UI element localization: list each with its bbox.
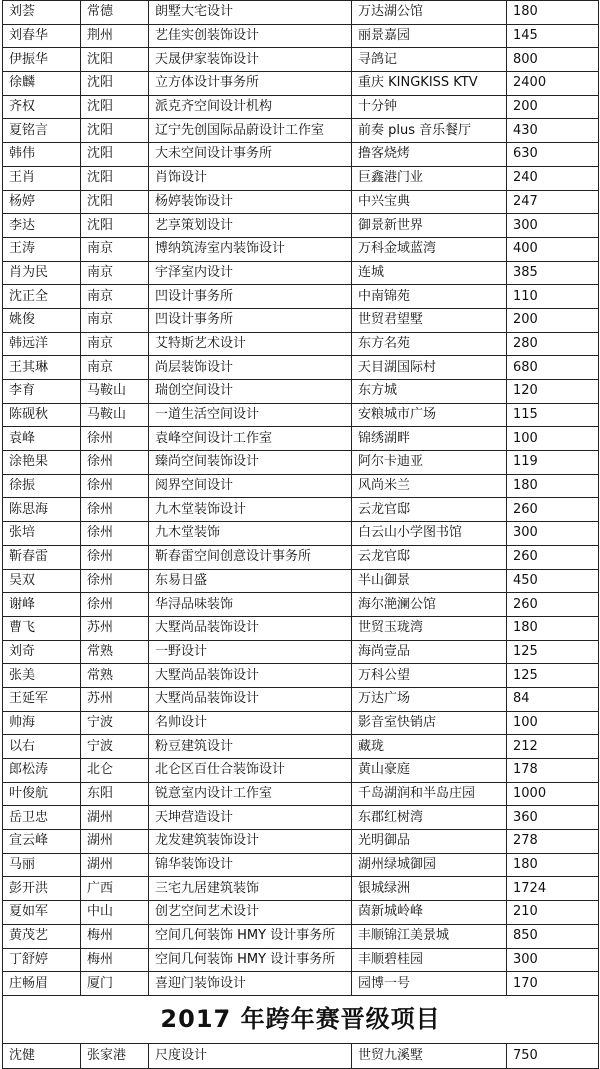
cell-area: 800 xyxy=(507,48,599,72)
cell-name: 王延军 xyxy=(3,687,81,711)
cell-company: 大未空间设计事务所 xyxy=(149,143,352,167)
cell-city: 湖州 xyxy=(81,830,149,854)
table-row xyxy=(3,24,599,48)
cell-company: 杨婷装饰设计 xyxy=(149,190,352,214)
cell-company: 一野设计 xyxy=(149,640,352,664)
table-row xyxy=(3,877,599,901)
cell-company: 凹设计事务所 xyxy=(149,285,352,309)
cell-area: 212 xyxy=(507,735,599,759)
cell-area: 260 xyxy=(507,498,599,522)
cell-area: 750 xyxy=(507,1043,599,1068)
cell-city: 宁波 xyxy=(81,735,149,759)
cell-project: 云龙官邸 xyxy=(352,498,507,522)
cell-project: 千岛湖润和半岛庄园 xyxy=(352,782,507,806)
cell-project: 东方城 xyxy=(352,380,507,404)
cell-company: 尺度设计 xyxy=(149,1043,352,1068)
cell-city: 南京 xyxy=(81,285,149,309)
cell-name: 岳卫忠 xyxy=(3,806,81,830)
cell-project: 影音室快销店 xyxy=(352,711,507,735)
table-row xyxy=(3,451,599,475)
cell-company: 华浔品味装饰 xyxy=(149,593,352,617)
cell-company: 靳春雷空间创意设计事务所 xyxy=(149,545,352,569)
cell-company: 喜迎门装饰设计 xyxy=(149,972,352,996)
cell-name: 韩伟 xyxy=(3,143,81,167)
cell-area: 120 xyxy=(507,380,599,404)
cell-name: 靳春雷 xyxy=(3,545,81,569)
cell-company: 艾特斯艺术设计 xyxy=(149,332,352,356)
table-row xyxy=(3,806,599,830)
cell-city: 徐州 xyxy=(81,545,149,569)
cell-project: 连城 xyxy=(352,261,507,285)
cell-company: 瑞创空间设计 xyxy=(149,380,352,404)
cell-name: 王涛 xyxy=(3,237,81,261)
cell-area: 260 xyxy=(507,593,599,617)
cell-city: 徐州 xyxy=(81,522,149,546)
cell-name: 涂艳果 xyxy=(3,451,81,475)
cell-company: 东易日盛 xyxy=(149,569,352,593)
cell-city: 厦门 xyxy=(81,972,149,996)
cell-name: 张美 xyxy=(3,664,81,688)
section-title: 2017 年跨年赛晋级项目 xyxy=(3,995,599,1043)
cell-company: 艺享策划设计 xyxy=(149,214,352,238)
table-row xyxy=(3,948,599,972)
cell-city: 苏州 xyxy=(81,687,149,711)
table-row xyxy=(3,759,599,783)
cell-name: 马丽 xyxy=(3,853,81,877)
cell-name: 郎松涛 xyxy=(3,759,81,783)
table-row xyxy=(3,545,599,569)
cell-company: 名帅设计 xyxy=(149,711,352,735)
cell-company: 九木堂装饰设计 xyxy=(149,498,352,522)
cell-name: 刘荟 xyxy=(3,1,81,25)
table-row xyxy=(3,214,599,238)
cell-city: 东阳 xyxy=(81,782,149,806)
cell-city: 马鞍山 xyxy=(81,380,149,404)
cell-area: 240 xyxy=(507,166,599,190)
cell-company: 大墅尚品装饰设计 xyxy=(149,687,352,711)
cell-project: 东郡红树湾 xyxy=(352,806,507,830)
table-row xyxy=(3,380,599,404)
cell-area: 100 xyxy=(507,427,599,451)
cell-project: 世贸玉珑湾 xyxy=(352,616,507,640)
cell-name: 王其琳 xyxy=(3,356,81,380)
table-row xyxy=(3,48,599,72)
cell-name: 沈健 xyxy=(3,1043,81,1068)
cell-area: 260 xyxy=(507,545,599,569)
cell-area: 125 xyxy=(507,640,599,664)
cell-area: 450 xyxy=(507,569,599,593)
cell-area: 180 xyxy=(507,853,599,877)
cell-area: 630 xyxy=(507,143,599,167)
cell-area: 180 xyxy=(507,616,599,640)
cell-company: 龙发建筑装饰设计 xyxy=(149,830,352,854)
cell-area: 119 xyxy=(507,451,599,475)
table-row xyxy=(3,853,599,877)
cell-name: 沈正全 xyxy=(3,285,81,309)
cell-project: 半山御景 xyxy=(352,569,507,593)
cell-name: 黄茂艺 xyxy=(3,924,81,948)
cell-company: 凹设计事务所 xyxy=(149,308,352,332)
cell-company: 派克齐空间设计机构 xyxy=(149,95,352,119)
cell-name: 以右 xyxy=(3,735,81,759)
cell-project: 丰顺锦江美景城 xyxy=(352,924,507,948)
table-row xyxy=(3,640,599,664)
cell-city: 沈阳 xyxy=(81,214,149,238)
cell-project: 撸客烧烤 xyxy=(352,143,507,167)
cell-area: 2400 xyxy=(507,72,599,96)
cell-company: 辽宁先创国际品蔚设计工作室 xyxy=(149,119,352,143)
cell-name: 陈思海 xyxy=(3,498,81,522)
table-row xyxy=(3,1,599,25)
cell-project: 御景新世界 xyxy=(352,214,507,238)
cell-company: 阅界空间设计 xyxy=(149,474,352,498)
cell-company: 北仑区百仕合装饰设计 xyxy=(149,759,352,783)
cell-company: 天晟伊家装饰设计 xyxy=(149,48,352,72)
cell-company: 创艺空间艺术设计 xyxy=(149,901,352,925)
cell-name: 庄畅眉 xyxy=(3,972,81,996)
table-row xyxy=(3,687,599,711)
cell-area: 178 xyxy=(507,759,599,783)
cell-project: 丽景嘉园 xyxy=(352,24,507,48)
cell-company: 大墅尚品装饰设计 xyxy=(149,616,352,640)
cell-company: 锐意室内设计工作室 xyxy=(149,782,352,806)
cell-name: 宣云峰 xyxy=(3,830,81,854)
cell-project: 世贸君望墅 xyxy=(352,308,507,332)
cell-area: 300 xyxy=(507,522,599,546)
cell-company: 天坤营造设计 xyxy=(149,806,352,830)
cell-city: 徐州 xyxy=(81,427,149,451)
table-row xyxy=(3,356,599,380)
cell-city: 北仑 xyxy=(81,759,149,783)
cell-project: 世贸九溪墅 xyxy=(352,1043,507,1068)
project-table xyxy=(2,0,599,1069)
cell-name: 徐麟 xyxy=(3,72,81,96)
cell-city: 徐州 xyxy=(81,451,149,475)
cell-project: 万达广场 xyxy=(352,687,507,711)
cell-project: 十分钟 xyxy=(352,95,507,119)
table-row xyxy=(3,119,599,143)
cell-project: 茵新城岭峰 xyxy=(352,901,507,925)
cell-company: 朗墅大宅设计 xyxy=(149,1,352,25)
cell-project: 光明御品 xyxy=(352,830,507,854)
cell-area: 84 xyxy=(507,687,599,711)
table-row xyxy=(3,901,599,925)
table-row xyxy=(3,522,599,546)
table-row xyxy=(3,143,599,167)
cell-project: 风尚米兰 xyxy=(352,474,507,498)
cell-city: 徐州 xyxy=(81,498,149,522)
cell-company: 三宅九居建筑装饰 xyxy=(149,877,352,901)
table-row xyxy=(3,569,599,593)
cell-city: 南京 xyxy=(81,308,149,332)
cell-project: 阿尔卡迪亚 xyxy=(352,451,507,475)
table-row xyxy=(3,95,599,119)
cell-city: 常熟 xyxy=(81,664,149,688)
cell-area: 300 xyxy=(507,948,599,972)
cell-city: 徐州 xyxy=(81,569,149,593)
cell-area: 430 xyxy=(507,119,599,143)
table-row xyxy=(3,972,599,996)
table-row xyxy=(3,332,599,356)
cell-area: 385 xyxy=(507,261,599,285)
table-row xyxy=(3,72,599,96)
cell-project: 万科金域蓝湾 xyxy=(352,237,507,261)
cell-project: 天目湖国际村 xyxy=(352,356,507,380)
cell-project: 丰顺碧桂园 xyxy=(352,948,507,972)
cell-city: 张家港 xyxy=(81,1043,149,1068)
table-row xyxy=(3,498,599,522)
cell-project: 寻鸽记 xyxy=(352,48,507,72)
cell-project: 锦绣湖畔 xyxy=(352,427,507,451)
cell-city: 南京 xyxy=(81,332,149,356)
cell-area: 180 xyxy=(507,1,599,25)
cell-company: 宇泽室内设计 xyxy=(149,261,352,285)
cell-city: 中山 xyxy=(81,901,149,925)
cell-area: 210 xyxy=(507,901,599,925)
cell-name: 杨婷 xyxy=(3,190,81,214)
cell-name: 陈砚秋 xyxy=(3,403,81,427)
cell-company: 艺佳实创装饰设计 xyxy=(149,24,352,48)
cell-project: 湖州绿城御园 xyxy=(352,853,507,877)
cell-project: 藏珑 xyxy=(352,735,507,759)
cell-project: 海尚壹品 xyxy=(352,640,507,664)
cell-company: 空间几何装饰 HMY 设计事务所 xyxy=(149,924,352,948)
table-row xyxy=(3,830,599,854)
cell-name: 丁舒婷 xyxy=(3,948,81,972)
table-row xyxy=(3,237,599,261)
table-row xyxy=(3,403,599,427)
cell-area: 115 xyxy=(507,403,599,427)
cell-name: 齐权 xyxy=(3,95,81,119)
table-row xyxy=(3,664,599,688)
cell-name: 李育 xyxy=(3,380,81,404)
table-row xyxy=(3,261,599,285)
cell-area: 680 xyxy=(507,356,599,380)
cell-name: 刘奇 xyxy=(3,640,81,664)
cell-name: 伊振华 xyxy=(3,48,81,72)
cell-city: 沈阳 xyxy=(81,95,149,119)
cell-name: 王肖 xyxy=(3,166,81,190)
cell-area: 110 xyxy=(507,285,599,309)
cell-name: 曹飞 xyxy=(3,616,81,640)
section-header-row xyxy=(3,995,599,1043)
cell-area: 247 xyxy=(507,190,599,214)
cell-area: 180 xyxy=(507,474,599,498)
table-row xyxy=(3,308,599,332)
table-row xyxy=(3,190,599,214)
cell-project: 重庆 KINGKISS KTV xyxy=(352,72,507,96)
cell-city: 广西 xyxy=(81,877,149,901)
cell-city: 沈阳 xyxy=(81,119,149,143)
cell-city: 苏州 xyxy=(81,616,149,640)
cell-company: 空间几何装饰 HMY 设计事务所 xyxy=(149,948,352,972)
cell-city: 荆州 xyxy=(81,24,149,48)
cell-area: 278 xyxy=(507,830,599,854)
cell-city: 常熟 xyxy=(81,640,149,664)
cell-city: 南京 xyxy=(81,237,149,261)
cell-company: 肖饰设计 xyxy=(149,166,352,190)
cell-area: 850 xyxy=(507,924,599,948)
cell-project: 安粮城市广场 xyxy=(352,403,507,427)
cell-company: 一道生活空间设计 xyxy=(149,403,352,427)
cell-area: 200 xyxy=(507,308,599,332)
table-row xyxy=(3,474,599,498)
cell-name: 吴双 xyxy=(3,569,81,593)
cell-project: 中兴宝典 xyxy=(352,190,507,214)
table-row xyxy=(3,924,599,948)
cell-area: 200 xyxy=(507,95,599,119)
cell-name: 肖为民 xyxy=(3,261,81,285)
cell-name: 姚俊 xyxy=(3,308,81,332)
cell-project: 云龙官邸 xyxy=(352,545,507,569)
cell-project: 银城绿洲 xyxy=(352,877,507,901)
table-row xyxy=(3,616,599,640)
table-row xyxy=(3,711,599,735)
cell-city: 湖州 xyxy=(81,806,149,830)
cell-area: 280 xyxy=(507,332,599,356)
cell-city: 湖州 xyxy=(81,853,149,877)
cell-name: 李达 xyxy=(3,214,81,238)
cell-name: 叶俊航 xyxy=(3,782,81,806)
cell-project: 黄山豪庭 xyxy=(352,759,507,783)
cell-name: 帅海 xyxy=(3,711,81,735)
cell-city: 宁波 xyxy=(81,711,149,735)
cell-company: 粉豆建筑设计 xyxy=(149,735,352,759)
table-row xyxy=(3,593,599,617)
cell-city: 沈阳 xyxy=(81,143,149,167)
cell-city: 沈阳 xyxy=(81,72,149,96)
cell-city: 马鞍山 xyxy=(81,403,149,427)
cell-project: 万科公望 xyxy=(352,664,507,688)
cell-project: 万达湖公馆 xyxy=(352,1,507,25)
cell-project: 巨鑫港门业 xyxy=(352,166,507,190)
cell-area: 125 xyxy=(507,664,599,688)
cell-project: 白云山小学图书馆 xyxy=(352,522,507,546)
cell-city: 沈阳 xyxy=(81,166,149,190)
cell-name: 袁峰 xyxy=(3,427,81,451)
cell-area: 360 xyxy=(507,806,599,830)
table-row xyxy=(3,1043,599,1068)
cell-company: 袁峰空间设计工作室 xyxy=(149,427,352,451)
cell-area: 300 xyxy=(507,214,599,238)
cell-company: 博纳筑涛室内装饰设计 xyxy=(149,237,352,261)
cell-name: 韩远洋 xyxy=(3,332,81,356)
cell-company: 立方体设计事务所 xyxy=(149,72,352,96)
cell-name: 张培 xyxy=(3,522,81,546)
cell-project: 中南锦苑 xyxy=(352,285,507,309)
cell-project: 前奏 plus 音乐餐厅 xyxy=(352,119,507,143)
cell-city: 南京 xyxy=(81,356,149,380)
cell-city: 梅州 xyxy=(81,948,149,972)
cell-name: 刘春华 xyxy=(3,24,81,48)
cell-city: 南京 xyxy=(81,261,149,285)
table-row xyxy=(3,427,599,451)
cell-city: 梅州 xyxy=(81,924,149,948)
table-row xyxy=(3,782,599,806)
cell-name: 彭开洪 xyxy=(3,877,81,901)
cell-company: 尚层装饰设计 xyxy=(149,356,352,380)
cell-name: 谢峰 xyxy=(3,593,81,617)
cell-company: 大墅尚品装饰设计 xyxy=(149,664,352,688)
cell-name: 徐振 xyxy=(3,474,81,498)
cell-area: 100 xyxy=(507,711,599,735)
table-row xyxy=(3,285,599,309)
cell-company: 九木堂装饰 xyxy=(149,522,352,546)
cell-city: 徐州 xyxy=(81,474,149,498)
cell-city: 沈阳 xyxy=(81,48,149,72)
cell-city: 徐州 xyxy=(81,593,149,617)
cell-area: 400 xyxy=(507,237,599,261)
cell-company: 锦华装饰设计 xyxy=(149,853,352,877)
cell-area: 1000 xyxy=(507,782,599,806)
cell-name: 夏如军 xyxy=(3,901,81,925)
cell-city: 沈阳 xyxy=(81,190,149,214)
cell-area: 1724 xyxy=(507,877,599,901)
cell-area: 145 xyxy=(507,24,599,48)
cell-area: 170 xyxy=(507,972,599,996)
cell-city: 常德 xyxy=(81,1,149,25)
table-body xyxy=(3,1,599,1069)
cell-project: 海尔滟澜公馆 xyxy=(352,593,507,617)
table-row xyxy=(3,735,599,759)
cell-project: 东方名苑 xyxy=(352,332,507,356)
cell-name: 夏铭言 xyxy=(3,119,81,143)
cell-company: 臻尚空间装饰设计 xyxy=(149,451,352,475)
table-row xyxy=(3,166,599,190)
cell-project: 园博一号 xyxy=(352,972,507,996)
